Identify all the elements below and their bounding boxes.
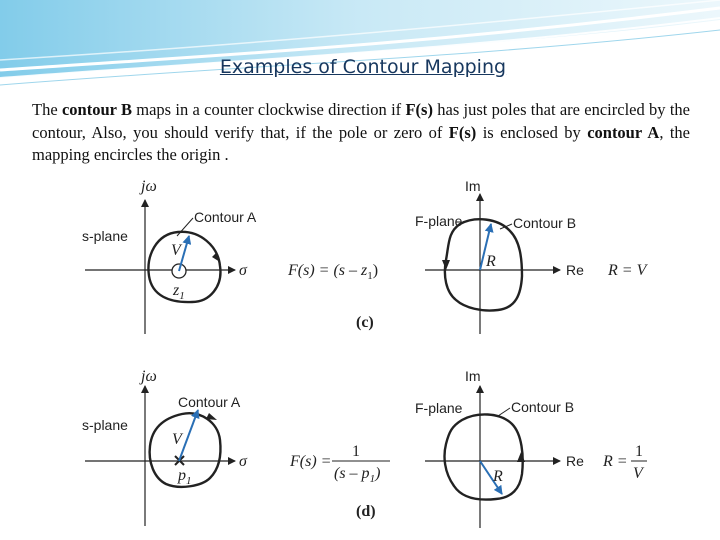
- func-close: ): [372, 262, 379, 279]
- f-plane-label: F-plane: [415, 213, 463, 229]
- f-plane-label: F-plane: [415, 400, 463, 416]
- re-label: Re: [566, 453, 584, 469]
- relation-lhs: R =: [603, 453, 628, 470]
- contour-b: [445, 414, 523, 499]
- contour-b-direction-arrow: [442, 260, 450, 270]
- caption-d: (d): [356, 503, 376, 520]
- contour-b-label: Contour B: [513, 215, 577, 231]
- z1-label: [172, 282, 185, 302]
- function-numerator: 1: [352, 443, 360, 460]
- r-label: R: [493, 468, 503, 485]
- p1-letter: p: [178, 467, 186, 484]
- body-paragraph: [32, 99, 690, 167]
- slide-title: Examples of Contour Mapping: [219, 56, 507, 78]
- den-close: ): [375, 465, 381, 482]
- contour-a-direction-arrow: [206, 413, 217, 420]
- relation-numerator: 1: [635, 443, 643, 460]
- text-bold: F(s): [405, 100, 433, 119]
- text-run: maps in a counter clockwise direction if: [131, 100, 406, 119]
- function-denominator: [334, 465, 380, 485]
- contour-b: [445, 219, 522, 310]
- p1-label: [177, 467, 192, 487]
- den-subscript: 1: [369, 473, 376, 485]
- sigma-label: σ: [239, 262, 247, 279]
- p1-subscript: 1: [186, 475, 192, 487]
- text-run: , the mapping encircles the origin .: [32, 122, 691, 164]
- im-label: Im: [465, 178, 481, 194]
- relation-label: R = V: [608, 262, 647, 279]
- text-run: The: [32, 100, 62, 119]
- vector-v: [179, 410, 198, 461]
- text-run: is enclosed by: [476, 122, 588, 142]
- s-plane-label: s-plane: [82, 417, 128, 433]
- contour-b-leader: [498, 408, 510, 416]
- v-label: V: [172, 431, 182, 448]
- contour-a-label: Contour A: [178, 394, 241, 410]
- z1-letter: z: [173, 282, 180, 299]
- figure-d: [82, 368, 647, 528]
- z1-subscript: 1: [179, 290, 185, 302]
- sigma-label: σ: [239, 453, 247, 470]
- v-label: V: [171, 242, 181, 259]
- s-plane-label: s-plane: [82, 228, 128, 244]
- den-text: (s – p: [334, 465, 370, 482]
- figure-c: [82, 178, 649, 334]
- relation-denominator: V: [633, 465, 643, 482]
- im-label: Im: [465, 368, 481, 384]
- jw-label: jω: [141, 368, 157, 385]
- contour-a-label: Contour A: [194, 209, 257, 225]
- text-bold: contour B: [61, 100, 132, 119]
- text-bold: contour A: [587, 122, 660, 142]
- contour-mapping-figure: [60, 176, 660, 536]
- re-label: Re: [566, 262, 584, 278]
- r-label: R: [486, 253, 496, 270]
- text-run: has just poles that are encircled by the contour, Also, you should verify that, if the pole or zero of: [32, 100, 690, 142]
- jw-label: jω: [141, 178, 157, 195]
- func-text: F(s) = (s – z: [288, 262, 368, 279]
- contour-b-label: Contour B: [511, 399, 575, 415]
- text-bold: F(s): [448, 122, 477, 142]
- func-subscript: 1: [367, 270, 373, 282]
- function-label: [287, 262, 378, 282]
- function-lhs: F(s) =: [290, 453, 332, 470]
- caption-c: (c): [356, 314, 374, 331]
